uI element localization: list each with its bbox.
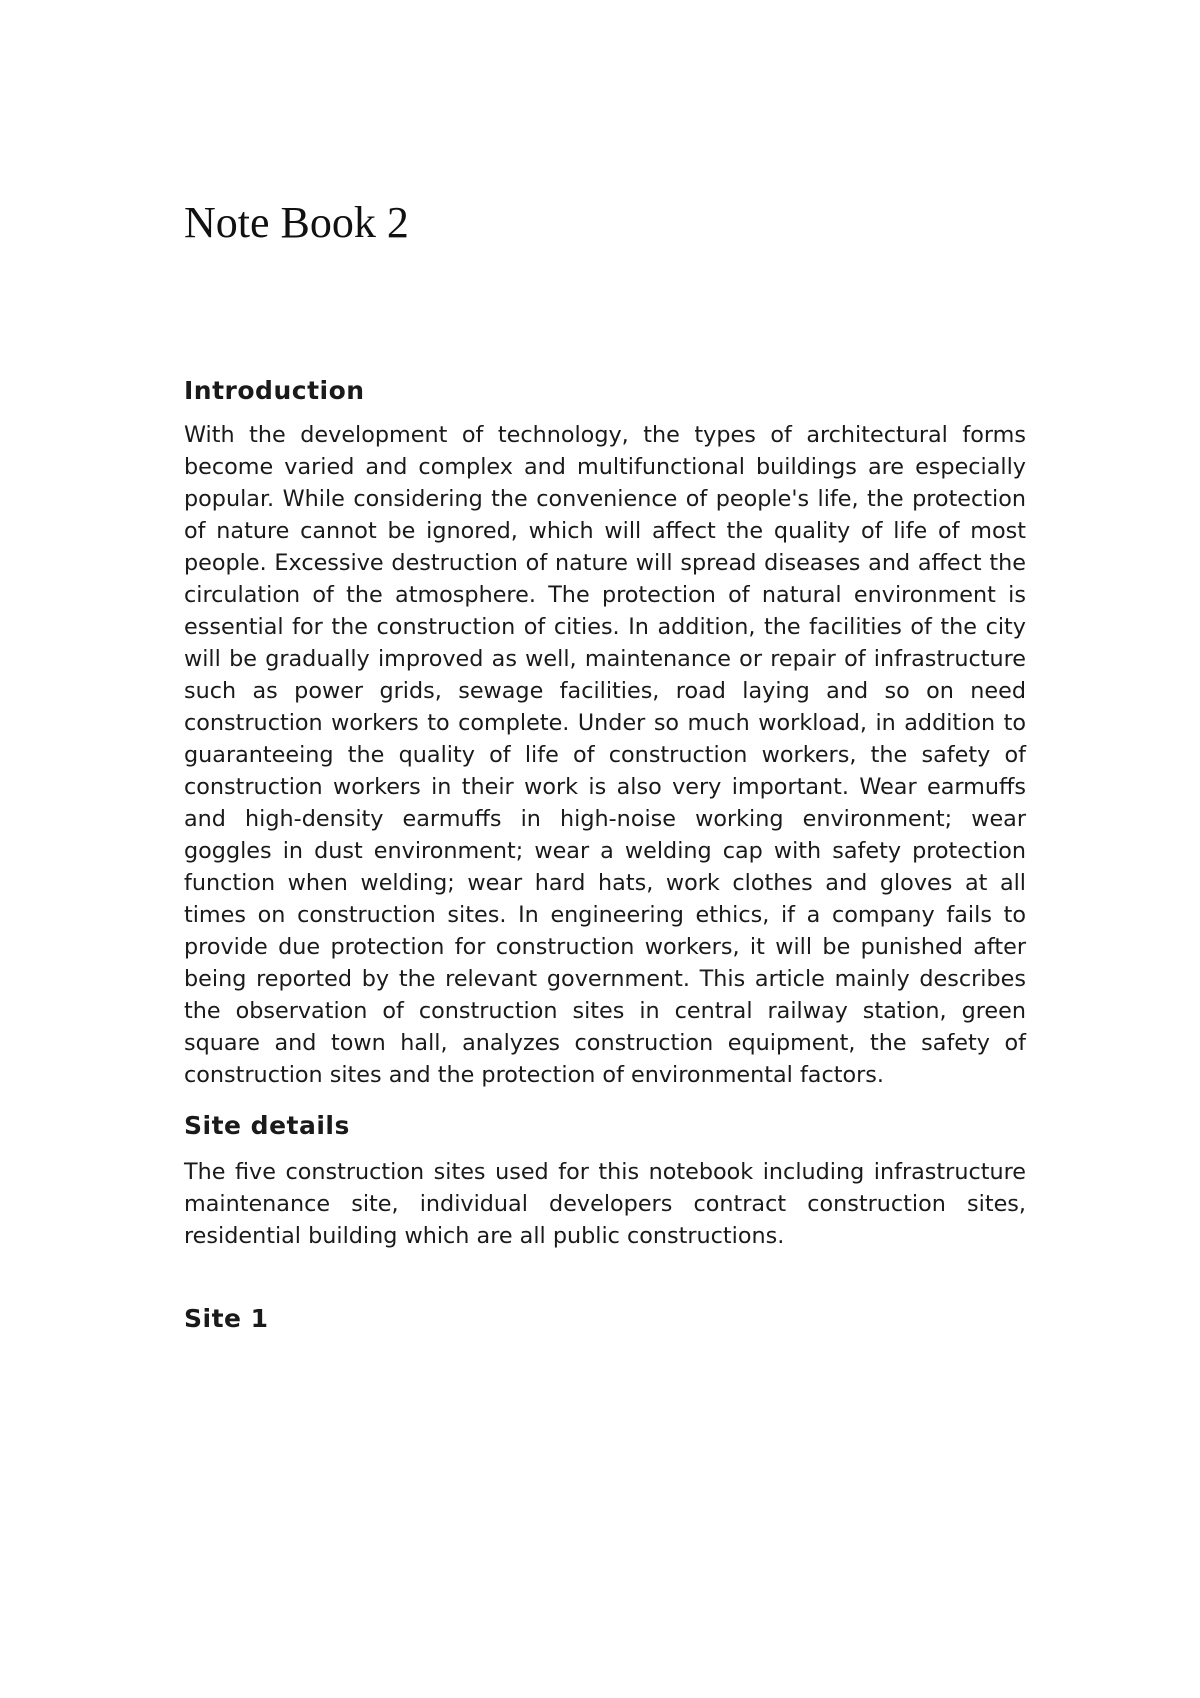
site-details-paragraph: The five construction sites used for this notebook including infrastructure maintenance site, individual developers contract construction sites, residential building which are all public constructions.	[184, 1158, 1026, 1249]
section-heading-site-details: Site details	[184, 1110, 350, 1140]
section-heading-introduction: Introduction	[184, 375, 365, 405]
section-heading-site-1: Site 1	[184, 1303, 269, 1333]
document-title: Note Book 2	[184, 198, 409, 247]
introduction-paragraph: With the development of technology, the types of architectural forms become varied and complex and multifunctional buildings are especially popular. While considering the convenience of people's life, the protection of nature cannot be ignored, which will affect the quality of life of most people. Excessive destruction of nature will spread diseases and affect the circulation of the atmosphere. The protection of natural environment is essential for the construction of cities. In addition, the facilities of the city will be gradually improved as well, maintenance or repair of infrastructure such as power grids, sewage facilities, road laying and so on need construction workers to complete. Under so much workload, in addition to guaranteeing the quality of life of construction workers, the safety of construction workers in their work is also very important. Wear earmuffs and high-density earmuffs in high-noise working environment; wear goggles in dust environment; wear a welding cap with safety protection function when welding; wear hard hats, work clothes and gloves at all times on construction sites. In engineering ethics, if a company fails to provide due protection for construction workers, it will be punished after being reported by the relevant government. This article mainly describes the observation of construction sites in central railway station, green square and town hall, analyzes construction equipment, the safety of construction sites and the protection of environmental factors.	[184, 421, 1026, 1088]
document-content	[184, 198, 1026, 1333]
